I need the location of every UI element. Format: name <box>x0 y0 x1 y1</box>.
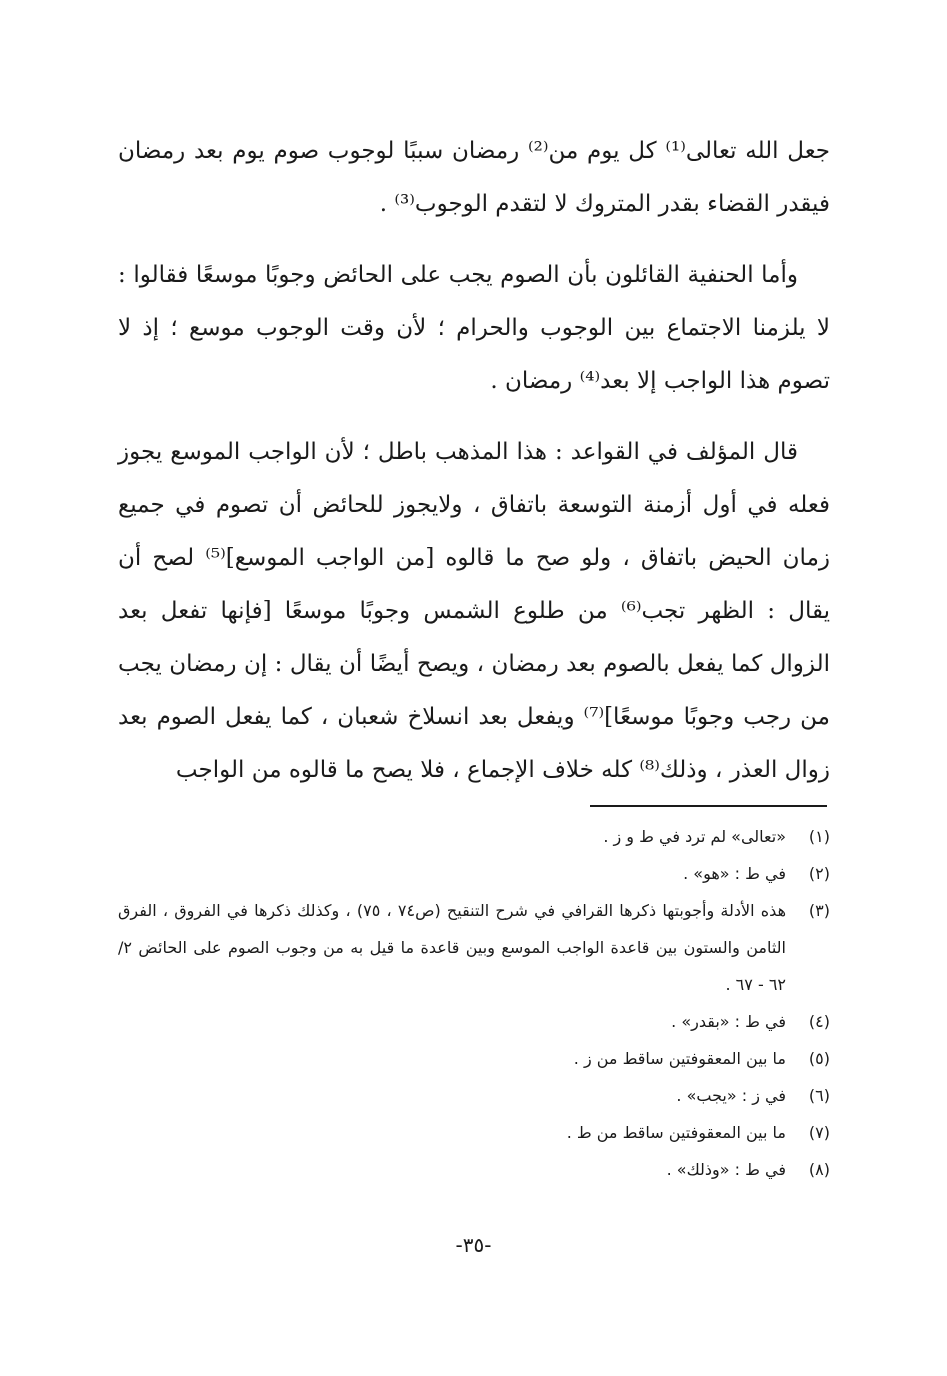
footnote-number: (٧) <box>808 1123 830 1142</box>
footnote-text: في ز : «يجب» . <box>676 1086 786 1105</box>
footnote-6 <box>118 1077 830 1114</box>
footnote-5 <box>118 1040 830 1077</box>
footnote-1 <box>118 818 830 855</box>
footnote-3 <box>118 892 830 1003</box>
footnote-text: في ط : «بقدر» . <box>671 1012 786 1031</box>
footnote-2 <box>118 855 830 892</box>
footnote-text: في ط : «وذلك» . <box>666 1160 786 1179</box>
footnote-4 <box>118 1003 830 1040</box>
footnote-text: ما بين المعقوفتين ساقط من ط . <box>566 1123 786 1142</box>
footnote-number: (٦) <box>808 1086 830 1105</box>
main-text <box>118 125 830 815</box>
footnote-text: «تعالى» لم ترد في ط و ز . <box>603 827 786 846</box>
footnote-number: (٤) <box>808 1012 830 1031</box>
footnote-number: (١) <box>808 827 830 846</box>
paragraph-3: قال المؤلف في القواعد : هذا المذهب باطل ؛ لأن الواجب الموسع يجوز فعله في أول أزمنة التوسعة باتفاق ، ولايجوز للحائض أن تصوم في جميع زمان الحيض باتفاق ، ولو صح ما قالوه [من الواجب الموسع]⁽⁵⁾ لصح أن يقال : الظهر تجب⁽⁶⁾ من طلوع الشمس وجوبًا موسعًا [فإنها تفعل بعد الزوال كما يفعل بالصوم بعد رمضان ، ويصح أيضًا أن يقال : إن رمضان يجب من رجب وجوبًا موسعًا]⁽⁷⁾ ويفعل بعد انسلاخ شعبان ، كما يفعل الصوم بعد زوال العذر ، وذلك⁽⁸⁾ كله خلاف الإجماع ، فلا يصح ما قالوه من الواجب <box>118 439 831 783</box>
paragraph-1: جعل الله تعالى⁽¹⁾ كل يوم من⁽²⁾ رمضان سببًا لوجوب صوم يوم بعد رمضان فيقدر القضاء بقدر المتروك لا لتقدم الوجوب⁽³⁾ . <box>118 138 831 217</box>
paragraph-2: وأما الحنفية القائلون بأن الصوم يجب على الحائض وجوبًا موسعًا فقالوا : لا يلزمنا الاجتماع بين الوجوب والحرام ؛ لأن وقت الوجوب موسع ؛ إذ لا تصوم هذا الواجب إلا بعد⁽⁴⁾ رمضان . <box>118 262 830 394</box>
footnote-text: ما بين المعقوفتين ساقط من ز . <box>573 1049 786 1068</box>
footnote-7 <box>118 1114 830 1151</box>
footnote-number: (٥) <box>808 1049 830 1068</box>
footnote-number: (٨) <box>808 1160 830 1179</box>
footnote-text: في ط : «هو» . <box>683 864 786 883</box>
footnote-text: هذه الأدلة وأجوبتها ذكرها القرافي في شرح التنقيح (ص٧٤ ، ٧٥) ، وكذلك ذكرها في الفروق ، الفرق الثامن والستون بين قاعدة الواجب الموسع وبين قاعدة ما قيل به من وجوب الصوم على الحائض ٢/ ٦٢ - ٦٧ . <box>118 901 787 994</box>
footnotes <box>118 818 830 1188</box>
page-number: -٣٥- <box>455 1233 492 1257</box>
footnote-number: (٢) <box>808 864 830 883</box>
footnote-8 <box>118 1151 830 1188</box>
footnote-number: (٣) <box>808 901 830 920</box>
footnote-separator <box>590 805 827 807</box>
